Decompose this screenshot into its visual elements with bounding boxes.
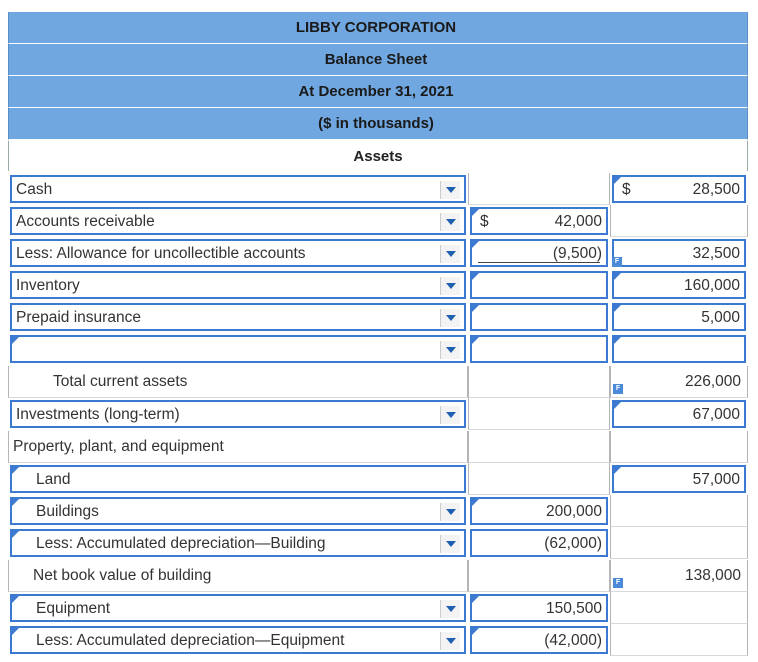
amount-cell-empty — [468, 431, 610, 463]
amount-value: 138,000 — [684, 567, 741, 584]
input-corner-icon — [12, 628, 19, 635]
amount-value: 226,000 — [684, 373, 741, 390]
input-corner-icon — [614, 402, 621, 409]
amount-input-ar-net[interactable] — [612, 239, 746, 267]
chevron-down-icon[interactable] — [440, 245, 460, 263]
account-select-inventory[interactable] — [10, 271, 466, 299]
input-corner-icon — [472, 337, 479, 344]
company-name: LIBBY CORPORATION — [295, 19, 457, 36]
account-select-equipment[interactable] — [10, 594, 466, 622]
input-corner-icon — [12, 499, 19, 506]
account-label: Cash — [16, 181, 53, 198]
account-select-accum-dep-building[interactable] — [10, 529, 466, 557]
amount-cell-empty — [610, 205, 748, 237]
input-corner-icon — [614, 467, 621, 474]
input-corner-icon — [472, 499, 479, 506]
input-corner-icon — [614, 337, 621, 344]
row-allowance — [8, 237, 748, 269]
row-buildings — [8, 495, 748, 527]
input-corner-icon — [472, 273, 479, 280]
account-label: Equipment — [36, 600, 111, 617]
section-heading — [8, 141, 748, 171]
company-name-header — [8, 12, 748, 44]
amount-value: (42,000) — [544, 632, 602, 649]
amount-input-ar[interactable] — [470, 207, 608, 235]
amount-value: 150,500 — [545, 600, 602, 617]
input-corner-icon — [12, 531, 19, 538]
nbv-label-cell — [8, 560, 468, 592]
chevron-down-icon[interactable] — [440, 503, 460, 521]
row-accum-dep-building — [8, 527, 748, 559]
amount-value: 28,500 — [692, 181, 740, 198]
subtotal-underline — [478, 262, 600, 263]
amount-value: (62,000) — [544, 535, 602, 552]
account-label: Buildings — [36, 503, 99, 520]
net-book-value-cell — [610, 560, 748, 592]
row-prepaid-insurance — [8, 301, 748, 333]
total-label-cell — [8, 366, 468, 398]
chevron-down-icon[interactable] — [440, 277, 460, 295]
statement-date-header — [8, 76, 748, 108]
amount-cell-empty — [610, 495, 748, 527]
account-select-prepaid[interactable] — [10, 303, 466, 331]
row-ppe-heading — [8, 431, 748, 463]
account-select-cash[interactable] — [10, 175, 466, 203]
account-label: Inventory — [16, 277, 80, 294]
account-label: Accounts receivable — [16, 213, 155, 230]
chevron-down-icon[interactable] — [440, 632, 460, 650]
input-corner-icon — [12, 596, 19, 603]
amount-value: 32,500 — [692, 245, 740, 262]
amount-input-empty[interactable] — [470, 335, 608, 363]
amount-value: (9,500) — [552, 245, 602, 262]
amount-value: 200,000 — [545, 503, 602, 520]
row-blank — [8, 333, 748, 365]
ppe-label-cell — [8, 431, 468, 463]
dollar-sign: $ — [622, 181, 631, 198]
amount-cell-empty — [610, 527, 748, 559]
account-label: Less: Allowance for uncollectible accounts — [16, 245, 306, 262]
amount-input-investments[interactable] — [612, 400, 746, 428]
account-select-buildings[interactable] — [10, 497, 466, 525]
section-title: Assets — [353, 147, 403, 165]
account-label: Investments (long-term) — [16, 406, 180, 423]
formula-flag-icon: F — [613, 578, 623, 588]
total-label: Total current assets — [53, 373, 188, 390]
amount-input-empty[interactable] — [470, 303, 608, 331]
input-corner-icon — [614, 305, 621, 312]
account-select-investments[interactable] — [10, 400, 466, 428]
amount-input-buildings[interactable] — [470, 497, 608, 525]
amount-value: 5,000 — [701, 309, 740, 326]
statement-title: Balance Sheet — [324, 51, 428, 68]
input-corner-icon — [472, 628, 479, 635]
account-select-ar[interactable] — [10, 207, 466, 235]
row-total-current-assets — [8, 366, 748, 398]
chevron-down-icon[interactable] — [440, 535, 460, 553]
row-investments — [8, 398, 748, 430]
amount-value: 42,000 — [554, 213, 602, 230]
row-cash — [8, 173, 748, 205]
input-corner-icon — [614, 273, 621, 280]
total-current-assets-cell — [610, 366, 748, 398]
chevron-down-icon[interactable] — [440, 600, 460, 618]
amount-cell-empty — [468, 560, 610, 592]
account-select-allowance[interactable] — [10, 239, 466, 267]
account-label: Less: Accumulated depreciation—Building — [36, 535, 326, 552]
dollar-sign: $ — [480, 213, 489, 230]
units-header — [8, 108, 748, 140]
row-land — [8, 463, 748, 495]
row-inventory — [8, 269, 748, 301]
amount-input-accum-dep-equipment[interactable] — [470, 626, 608, 654]
chevron-down-icon[interactable] — [440, 406, 460, 424]
amount-cell-empty — [610, 431, 748, 463]
amount-cell-empty — [610, 592, 748, 624]
nbv-label: Net book value of building — [33, 567, 212, 584]
account-select-land[interactable] — [10, 465, 466, 493]
amount-input-prepaid[interactable] — [612, 303, 746, 331]
section-label: Property, plant, and equipment — [13, 438, 224, 455]
input-corner-icon — [12, 467, 19, 474]
units-note: ($ in thousands) — [318, 115, 434, 132]
amount-cell-empty — [468, 463, 610, 495]
input-corner-icon — [472, 241, 479, 248]
amount-input-accum-dep-building[interactable] — [470, 529, 608, 557]
amount-cell-empty — [610, 624, 748, 656]
chevron-down-icon[interactable] — [440, 181, 460, 199]
amount-input-allowance[interactable] — [470, 239, 608, 267]
amount-cell-empty — [468, 173, 610, 205]
amount-input-land[interactable] — [612, 465, 746, 493]
amount-value: 67,000 — [692, 406, 740, 423]
amount-value: 57,000 — [692, 471, 740, 488]
amount-input-equipment[interactable] — [470, 594, 608, 622]
account-label: Prepaid insurance — [16, 309, 141, 326]
input-corner-icon — [472, 305, 479, 312]
row-accounts-receivable — [8, 205, 748, 237]
amount-value: 160,000 — [683, 277, 740, 294]
amount-input-empty[interactable] — [470, 271, 608, 299]
statement-date: At December 31, 2021 — [298, 83, 454, 100]
amount-cell-empty — [468, 398, 610, 430]
amount-cell-empty — [468, 366, 610, 398]
amount-input-empty[interactable] — [612, 335, 746, 363]
row-equipment — [8, 592, 748, 624]
chevron-down-icon[interactable] — [440, 341, 460, 359]
input-corner-icon — [12, 337, 19, 344]
input-corner-icon — [472, 209, 479, 216]
account-select-accum-dep-equipment[interactable] — [10, 626, 466, 654]
account-select-blank[interactable] — [10, 335, 466, 363]
account-label: Land — [36, 471, 71, 488]
formula-flag-icon: F — [613, 384, 623, 394]
amount-input-inventory[interactable] — [612, 271, 746, 299]
chevron-down-icon[interactable] — [440, 213, 460, 231]
row-net-book-value — [8, 560, 748, 592]
input-corner-icon — [472, 596, 479, 603]
account-label: Less: Accumulated depreciation—Equipment — [36, 632, 345, 649]
input-corner-icon — [614, 177, 621, 184]
statement-title-header — [8, 44, 748, 76]
row-accum-dep-equipment — [8, 624, 748, 656]
formula-flag-icon: F — [612, 257, 622, 267]
chevron-down-icon[interactable] — [440, 309, 460, 327]
amount-input-cash-total[interactable] — [612, 175, 746, 203]
